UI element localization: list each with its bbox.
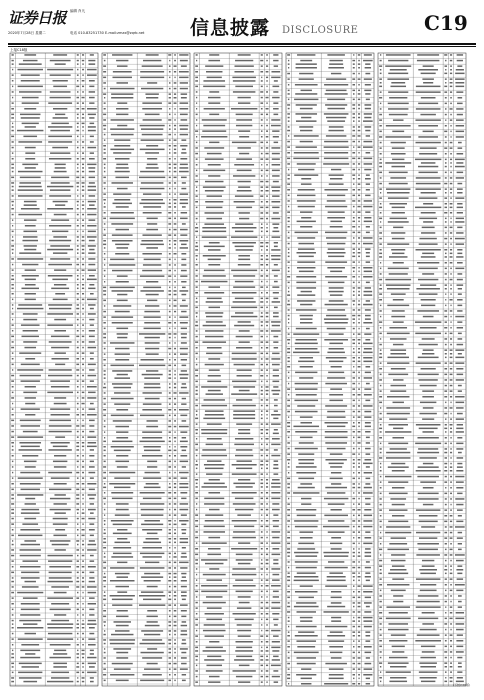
page-number: C19 bbox=[424, 11, 468, 35]
newspaper-logo: 证券日报 bbox=[8, 9, 67, 27]
continuation-footnote: (下转C20版) bbox=[453, 683, 471, 687]
table-block bbox=[286, 53, 374, 686]
publication-date: 2020年7月28日 星期二 bbox=[8, 31, 46, 35]
section-title: 信息披露 bbox=[190, 17, 271, 39]
editor-credit: 编辑 肖凡 bbox=[70, 9, 86, 13]
continuation-caption: 上接C18版 bbox=[10, 48, 28, 52]
section-subtitle: DISCLOSURE bbox=[282, 25, 359, 36]
contact-info: 电话 010-83251730 E-mail:zmzx@zqrb.net bbox=[70, 31, 145, 35]
table-block bbox=[194, 53, 282, 686]
table-block bbox=[102, 53, 190, 686]
table-block bbox=[10, 53, 98, 686]
table-block bbox=[378, 53, 466, 686]
